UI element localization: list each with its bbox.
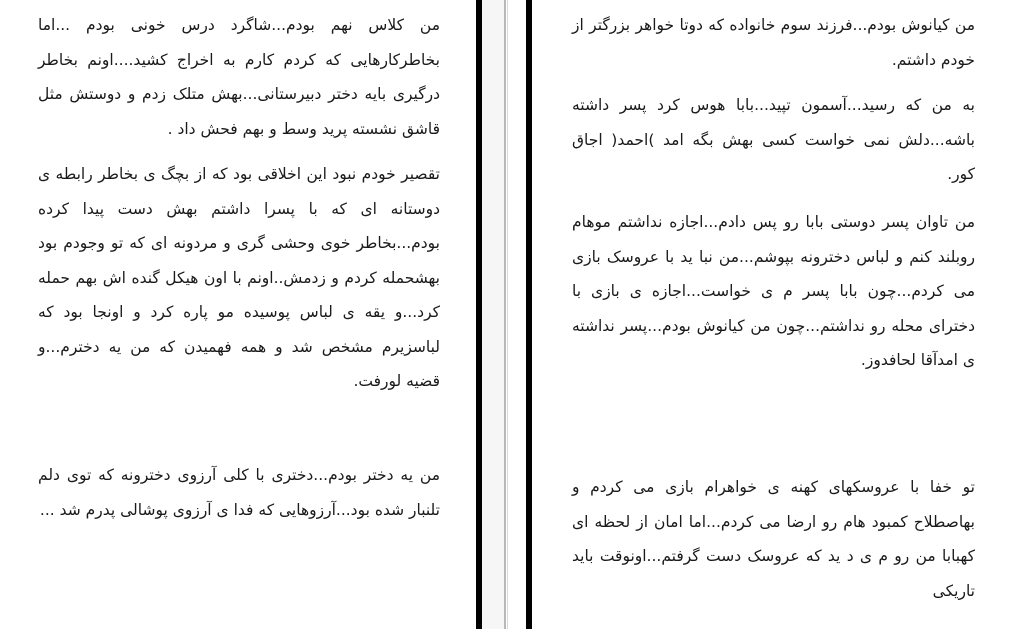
right-paragraph-3: من تاوان پسر دوستی بابا رو پس دادم...اجازه نداشتم موهام روبلند کنم و لباس دخترونه بپوشم...من نبا ید با عروسک بازی می کردم...چون بابا پسر م ی خواست...اجازه ی بازی با دخترای محله رو نداشتم...چون من کیانوش بودم...پسر نداشته ی امدآقا لحافدوز. [572, 213, 975, 369]
left-paragraph-1: من کلاس نهم بودم...شاگرد درس خونی بودم ...اما بخاطرکارهایی که کردم کارم به اخراج کشید....اونم بخاطر درگیری بایه دختر دبیرستانی...بهش متلک زدم و دوستش مثل قاشق نشسته پرید وسط و بهم فحش داد . [38, 16, 440, 138]
page-gutter [482, 0, 504, 629]
page-gutter-right [508, 0, 526, 629]
right-paragraph-2: به من که رسید...آسمون تپید...بابا هوس کرد پسر داشته باشه...دلش نمی خواست کسی بهش بگه امد )احمد( اجاق کور. [572, 96, 975, 183]
right-page [532, 0, 1009, 629]
left-page [0, 0, 476, 629]
left-paragraph-3: من یه دختر بودم...دختری با کلی آرزوی دخترونه که توی دلم تلنبار شده بود...آرزوهایی که فدا ی آرزوی پوشالی پدرم شد ... [38, 466, 440, 519]
right-paragraph-1: من کیانوش بودم...فرزند سوم خانواده که دوتا خواهر بزرگتر از خودم داشتم. [572, 16, 975, 69]
right-paragraph-4: تو خفا با عروسکهای کهنه ی خواهرام بازی می کردم و بهاصطلاح کمبود هام رو ارضا می کردم...اما امان از لحظه ای کهبابا من رو م ی د ید که عروسک دست گرفتم...اونوقت باید تاریکی [572, 478, 975, 600]
left-paragraph-2: تقصیر خودم نبود این اخلاقی بود که از بچگ ی بخاطر رابطه ی دوستانه ای که با پسرا داشتم بهش دست پیدا کرده بودم...بخاطر خوی وحشی گری و مردونه ای که تو وجودم بود بهشحمله کردم و زدمش..اونم با اون هیکل گنده اش بهم حمله کرد...و یقه ی لباس پوسیده مو پاره کرد و اونجا بود که لباسزیرم مشخص شد و همه فهمیدن که من یه دخترم...و قضیه لورفت. [38, 165, 440, 390]
gutter-divider-line [504, 0, 506, 629]
